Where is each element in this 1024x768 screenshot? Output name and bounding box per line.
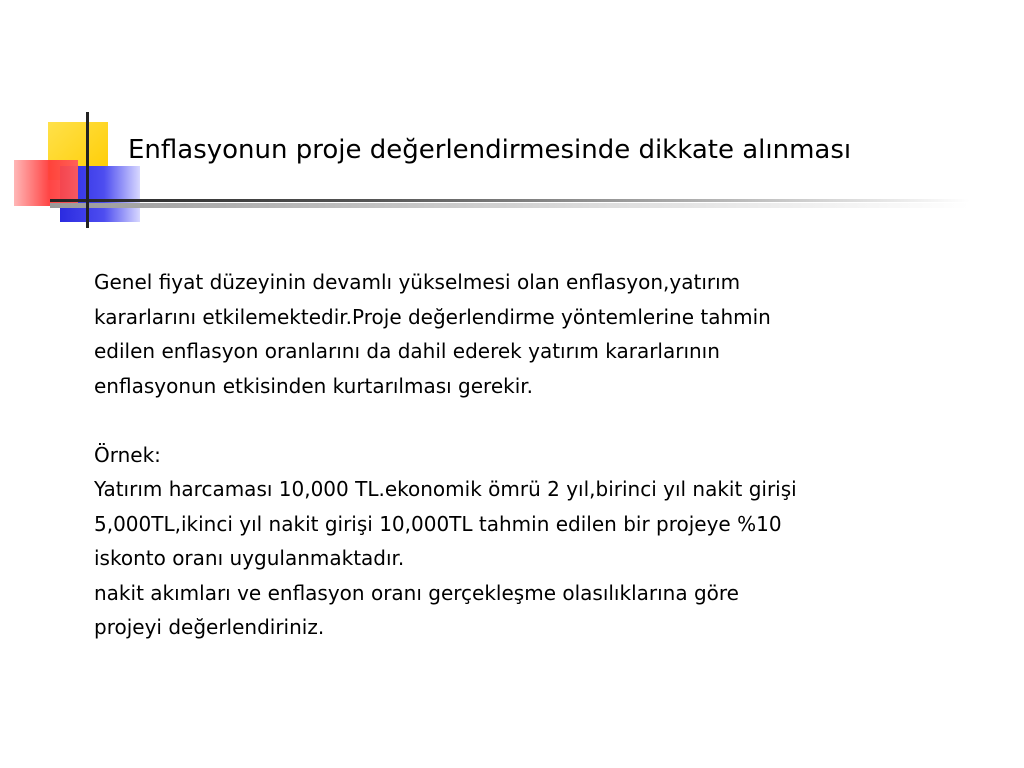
paragraph-line: kararlarını etkilemektedir.Proje değerlendirme yöntemlerine tahmin (94, 304, 771, 329)
title-decoration (0, 0, 1024, 240)
slide-body (94, 265, 994, 645)
example-line: projeyi değerlendiriniz. (94, 615, 325, 639)
paragraph-spacer (94, 403, 994, 438)
example-line: iskonto oranı uygulanmaktadır. (94, 546, 405, 570)
paragraph-line: edilen enflasyon oranlarını da dahil ederek yatırım kararlarının (94, 339, 720, 363)
paragraph-line: enflasyonun etkisinden kurtarılması gerekir. (94, 373, 534, 398)
title-rule-shadow (50, 203, 970, 208)
vertical-rule (86, 112, 89, 228)
example-label: Örnek: (94, 442, 161, 467)
example-line: Yatırım harcaması 10,000 TL.ekonomik ömrü 2 yıl,birinci yıl nakit girişi (94, 477, 797, 501)
paragraph-line: Genel fiyat düzeyinin devamlı yükselmesi olan enflasyon,yatırım (94, 270, 741, 294)
example-line: nakit akımları ve enflasyon oranı gerçekleşme olasılıklarına göre (94, 580, 739, 605)
slide-title: Enflasyonun proje değerlendirmesinde dikkate alınması (128, 135, 852, 165)
title-rule (50, 199, 970, 202)
example-line: 5,000TL,ikinci yıl nakit girişi 10,000TL tahmin edilen bir projeye %10 (94, 511, 782, 536)
